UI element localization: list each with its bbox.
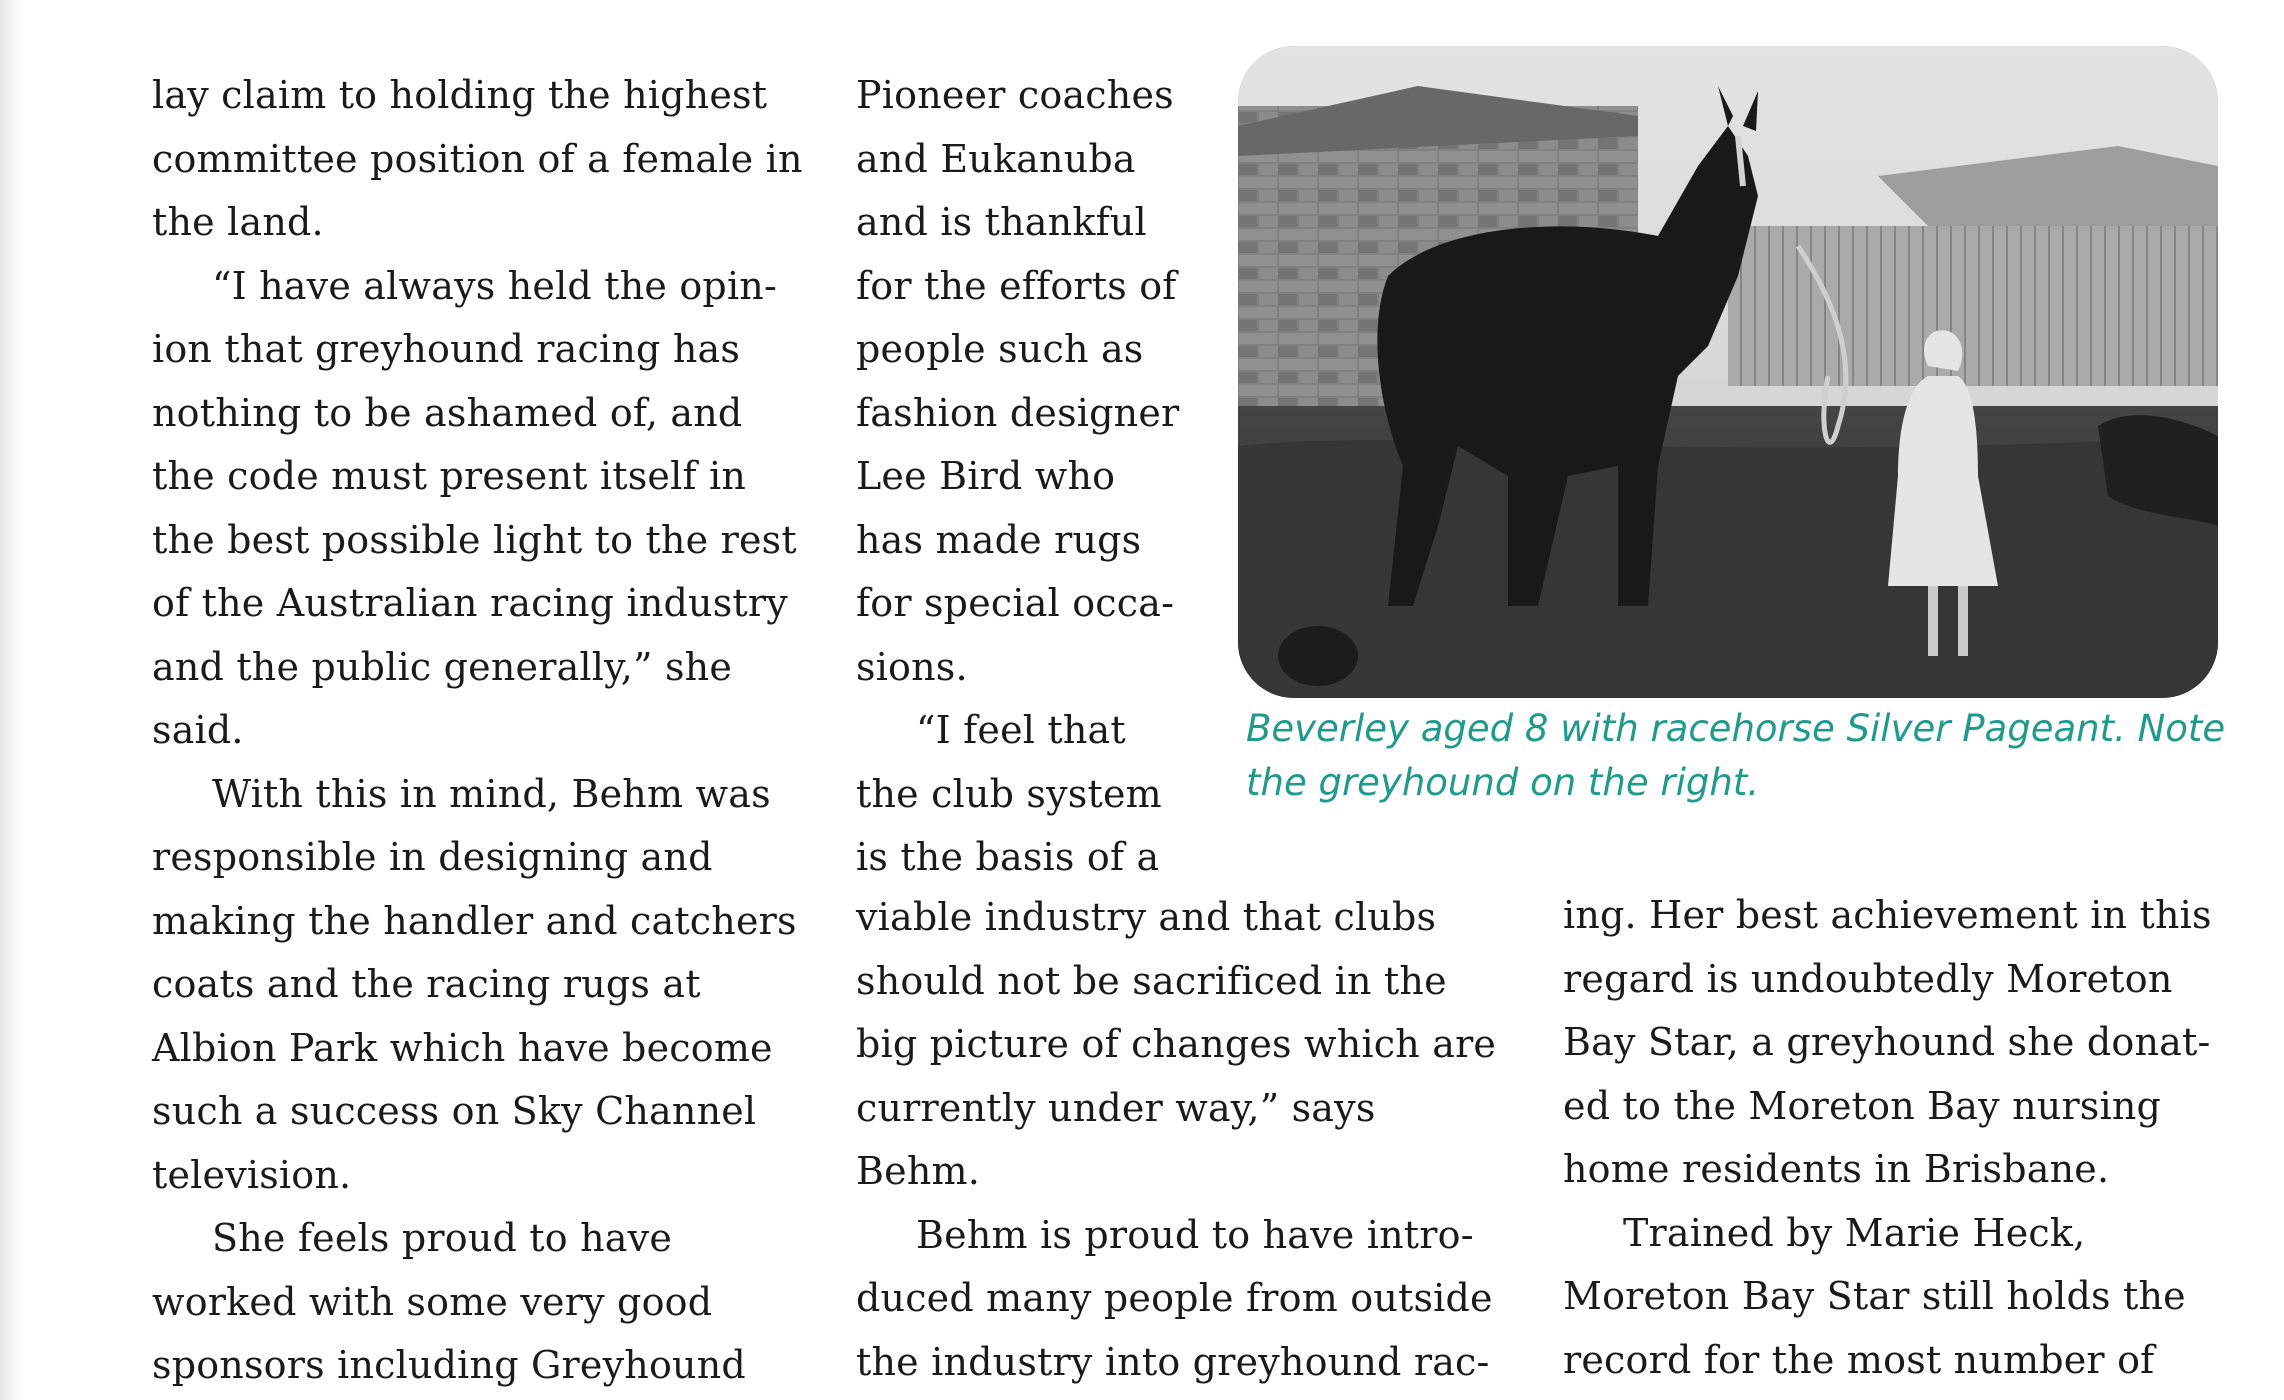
- text-line: making the handler and catchers: [152, 898, 797, 943]
- text-line: committee position of a female in: [152, 136, 803, 181]
- text-line: responsible in designing and: [152, 835, 713, 879]
- caption-line: Beverley aged 8 with racehorse Silver Pageant. Note: [1246, 707, 2226, 750]
- text-line: the club system: [856, 771, 1162, 816]
- text-line: sponsors including Greyhound: [152, 1343, 746, 1387]
- caption-line: the greyhound on the right.: [1246, 761, 1760, 804]
- text-line: and Eukanuba: [856, 136, 1136, 181]
- text-line: Pioneer coaches: [856, 73, 1174, 117]
- text-line: is the basis of a: [856, 835, 1160, 879]
- text-line: nothing to be ashamed of, and: [152, 390, 743, 435]
- text-line: record for the most number of: [1563, 1337, 2155, 1382]
- text-column-right: [1563, 884, 2263, 1392]
- text-line: Albion Park which have become: [152, 1025, 773, 1070]
- text-line: the land.: [152, 200, 324, 244]
- text-line: “I have always held the opin-: [212, 263, 778, 308]
- photo-caption: [1246, 702, 2246, 810]
- text-line: the code must present itself in: [152, 454, 747, 498]
- text-line: currently under way,” says: [856, 1085, 1376, 1130]
- text-line: lay claim to holding the highest: [152, 73, 768, 117]
- text-line: viable industry and that clubs: [856, 895, 1437, 939]
- text-line: such a success on Sky Channel: [152, 1089, 757, 1133]
- text-line: coats and the racing rugs at: [152, 962, 701, 1006]
- text-line: ion that greyhound racing has: [152, 327, 741, 371]
- text-line: has made rugs: [856, 517, 1142, 562]
- text-line: She feels proud to have: [212, 1216, 673, 1260]
- text-line: Lee Bird who: [856, 454, 1116, 498]
- text-line: ed to the Moreton Bay nursing: [1563, 1083, 2162, 1128]
- text-line: “I feel that: [916, 708, 1126, 752]
- text-line: and the public generally,” she: [152, 644, 733, 689]
- text-line: said.: [152, 708, 244, 752]
- text-line: should not be sacrificed in the: [856, 958, 1447, 1003]
- text-line: the best possible light to the rest: [152, 517, 797, 562]
- text-line: regard is undoubtedly Moreton: [1563, 956, 2173, 1001]
- text-line: big picture of changes which are: [856, 1022, 1497, 1066]
- text-line: Behm.: [856, 1149, 980, 1193]
- text-column-middle-top: [856, 64, 1256, 890]
- text-line: sions.: [856, 644, 968, 689]
- text-line: people such as: [856, 327, 1144, 371]
- text-line: duced many people from outside: [856, 1276, 1493, 1320]
- text-line: the industry into greyhound rac-: [856, 1339, 1490, 1384]
- text-line: Behm is proud to have intro-: [916, 1212, 1474, 1257]
- text-line: ing. Her best achievement in this: [1563, 893, 2212, 937]
- text-line: home residents in Brisbane.: [1563, 1147, 2110, 1191]
- photo-girl-with-racehorse: [1238, 46, 2218, 698]
- text-line: Trained by Marie Heck,: [1623, 1210, 2086, 1255]
- text-line: for special occa-: [856, 581, 1175, 625]
- text-line: and is thankful: [856, 200, 1147, 244]
- scan-shadow-edge: [0, 0, 22, 1400]
- text-line: for the efforts of: [856, 263, 1177, 308]
- text-column-middle-bottom: [856, 886, 1516, 1394]
- text-line: With this in mind, Behm was: [212, 771, 771, 816]
- text-line: television.: [152, 1152, 352, 1197]
- text-line: of the Australian racing industry: [152, 581, 788, 625]
- text-line: fashion designer: [856, 390, 1180, 435]
- text-line: worked with some very good: [152, 1279, 713, 1324]
- text-column-left: [152, 64, 812, 1398]
- text-line: Bay Star, a greyhound she donat-: [1563, 1020, 2211, 1064]
- text-line: Moreton Bay Star still holds the: [1563, 1274, 2186, 1318]
